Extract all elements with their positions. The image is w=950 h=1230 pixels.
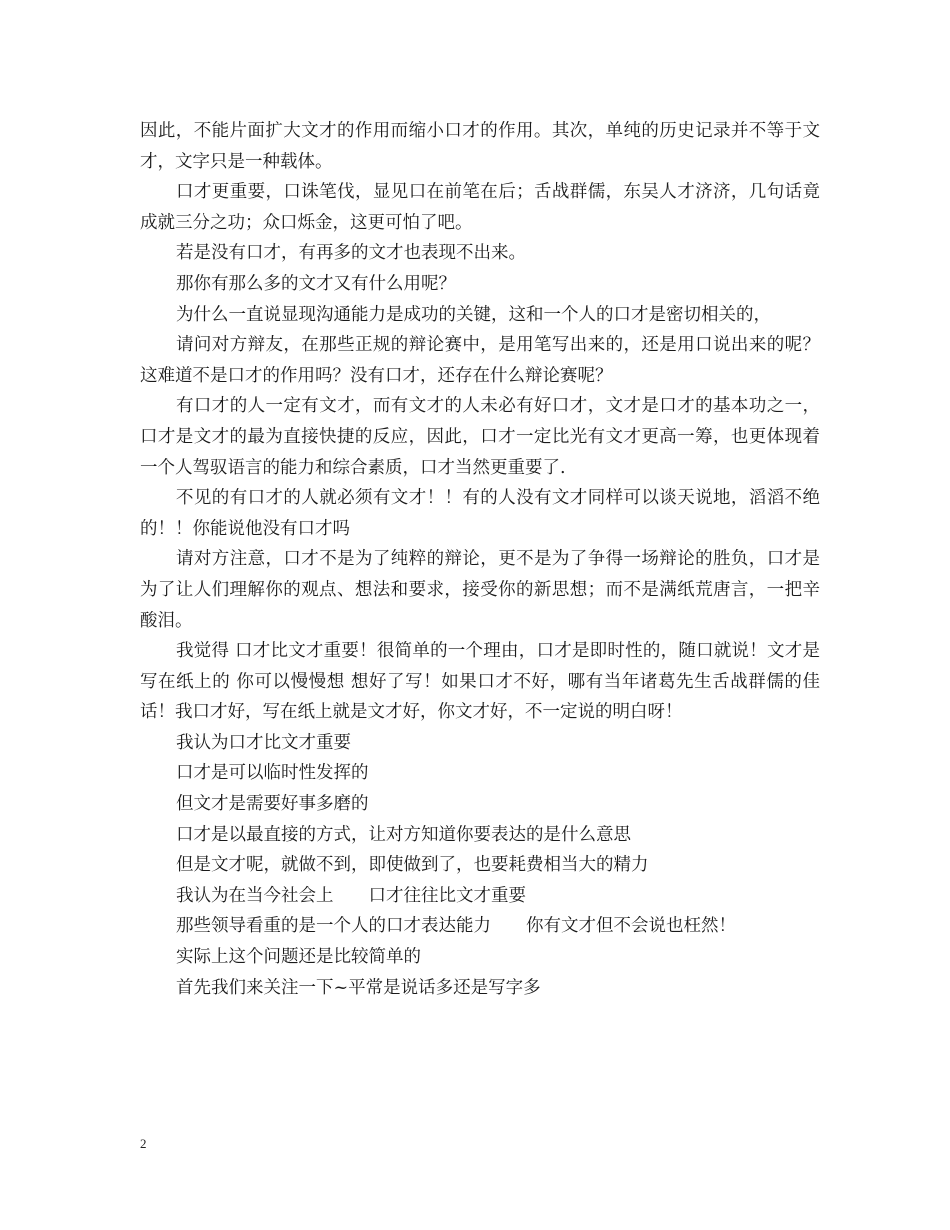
paragraph-1: 因此，不能片面扩大文才的作用而缩小口才的作用。其次，单纯的历史记录并不等于文才，文字只是一种载体。 [140, 121, 820, 172]
paragraph-13: 但文才是需要好事多磨的 [176, 794, 369, 815]
paragraph-6: 请问对方辩友，在那些正规的辩论赛中，是用笔写出来的，还是用口说出来的呢？这难道不是口才的作用吗？没有口才，还存在什么辩论赛呢？ [140, 335, 820, 386]
paragraph-5: 为什么一直说显现沟通能力是成功的关键，这和一个人的口才是密切相关的， [176, 304, 771, 325]
paragraph-19: 首先我们来关注一下~平常是说话多还是写字多 [176, 977, 541, 998]
paragraph-18: 实际上这个问题还是比较简单的 [176, 947, 421, 968]
page-number: 2 [140, 1136, 147, 1151]
paragraph-12: 口才是可以临时性发挥的 [176, 763, 369, 784]
paragraph-17: 那些领导看重的是一个人的口才表达能力 你有文才但不会说也枉然！ [176, 916, 736, 937]
paragraph-7: 有口才的人一定有文才，而有文才的人未必有好口才，文才是口才的基本功之一，口才是文才的最为直接快捷的反应，因此，口才一定比光有文才更高一筹，也更体现着一个人驾驭语言的能力和综合素质，口才当然更重要了. [140, 396, 820, 478]
paragraph-3: 若是没有口才，有再多的文才也表现不出来。 [176, 243, 526, 264]
document-body [140, 116, 820, 1003]
paragraph-4: 那你有那么多的文才又有什么用呢？ [176, 273, 456, 294]
paragraph-16: 我认为在当今社会上 口才往往比文才重要 [176, 885, 526, 906]
paragraph-15: 但是文才呢，就做不到，即使做到了，也要耗费相当大的精力 [176, 855, 649, 876]
paragraph-11: 我认为口才比文才重要 [176, 732, 351, 753]
paragraph-8: 不见的有口才的人就必须有文才！！有的人没有文才同样可以谈天说地，滔滔不绝的！！你能说他没有口才吗 [140, 488, 820, 539]
paragraph-9: 请对方注意，口才不是为了纯粹的辩论，更不是为了争得一场辩论的胜负，口才是为了让人们理解你的观点、想法和要求，接受你的新思想；而不是满纸荒唐言，一把辛酸泪。 [140, 549, 820, 631]
paragraph-10: 我觉得 口才比文才重要！很简单的一个理由，口才是即时性的，随口就说！文才是写在纸上的 你可以慢慢想 想好了写！如果口才不好，哪有当年诸葛先生舌战群儒的佳话！我口才好，写在纸上就是文才好，你文才好，不一定说的明白呀！ [140, 641, 820, 723]
paragraph-14: 口才是以最直接的方式，让对方知道你要表达的是什么意思 [176, 824, 631, 845]
paragraph-2: 口才更重要，口诛笔伐，显见口在前笔在后；舌战群儒，东吴人才济济，几句话竟成就三分之功；众口烁金，这更可怕了吧。 [140, 182, 820, 233]
